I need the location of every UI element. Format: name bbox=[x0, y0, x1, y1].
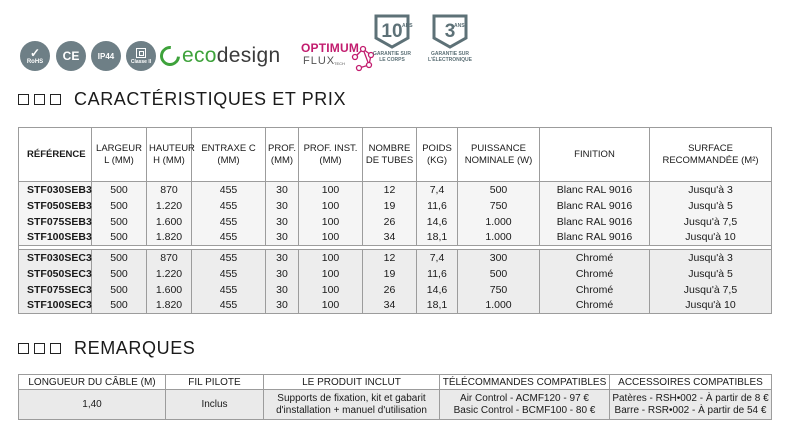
table-cell: 100 bbox=[299, 198, 363, 214]
table-cell: 30 bbox=[266, 250, 299, 266]
table-cell: 455 bbox=[192, 214, 266, 230]
white-finish-group bbox=[19, 182, 772, 246]
table-cell: 100 bbox=[299, 214, 363, 230]
class-ii-label: Classe II bbox=[130, 58, 152, 65]
accessory-line: Barre - RSR•002 - À partir de 54 € bbox=[614, 404, 767, 416]
table-cell: 455 bbox=[192, 230, 266, 246]
table-cell: 100 bbox=[299, 266, 363, 282]
table-cell: Chromé bbox=[540, 298, 650, 314]
table-row bbox=[19, 282, 772, 298]
table-cell: 500 bbox=[92, 250, 147, 266]
table-cell: 30 bbox=[266, 282, 299, 298]
table-cell: Jusqu'à 5 bbox=[650, 198, 772, 214]
table-cell: 26 bbox=[363, 282, 417, 298]
checkbox-icons bbox=[18, 94, 66, 105]
table-cell: 500 bbox=[92, 266, 147, 282]
table-cell: 1.820 bbox=[147, 230, 192, 246]
table-header-row bbox=[19, 128, 772, 182]
table-cell: 18,1 bbox=[417, 298, 458, 314]
optimum-title: OPTIMUM bbox=[301, 41, 360, 55]
table-cell: 500 bbox=[92, 182, 147, 198]
leaf-icon bbox=[156, 42, 184, 70]
table-cell: Chromé bbox=[540, 266, 650, 282]
table-cell: 1.000 bbox=[458, 230, 540, 246]
table-cell: 12 bbox=[363, 250, 417, 266]
remote-line: Air Control - ACMF120 - 97 € bbox=[460, 392, 589, 404]
table-cell: Blanc RAL 9016 bbox=[540, 198, 650, 214]
remarks-title-text: REMARQUES bbox=[74, 338, 196, 358]
table-cell: 34 bbox=[363, 298, 417, 314]
remote-line: Basic Control - BCMF100 - 80 € bbox=[453, 404, 596, 416]
table-cell: 870 bbox=[147, 182, 192, 198]
table-cell: 1.820 bbox=[147, 298, 192, 314]
header-cell: PUISSANCE NOMINALE (W) bbox=[458, 128, 540, 182]
table-cell: Jusqu'à 3 bbox=[650, 182, 772, 198]
included-line: Supports de fixation, kit et gabarit bbox=[277, 392, 426, 404]
table-cell: 19 bbox=[363, 198, 417, 214]
warranty-body-badge bbox=[366, 12, 418, 72]
table-cell: 1.600 bbox=[147, 214, 192, 230]
cable-length-cell: 1,40 bbox=[19, 390, 166, 420]
table-cell: 11,6 bbox=[417, 266, 458, 282]
table-cell: Jusqu'à 10 bbox=[650, 298, 772, 314]
eco-suffix: design bbox=[216, 44, 281, 67]
header-cell: ENTRAXE C (MM) bbox=[192, 128, 266, 182]
characteristics-title bbox=[18, 89, 346, 110]
header-cell: LE PRODUIT INCLUT bbox=[264, 375, 440, 390]
ce-badge bbox=[56, 41, 86, 71]
warranty-body-unit: ANS bbox=[402, 23, 413, 29]
rohs-label: RoHS bbox=[26, 58, 44, 65]
table-row bbox=[19, 214, 772, 230]
table-cell: 11,6 bbox=[417, 198, 458, 214]
table-cell: Jusqu'à 7,5 bbox=[650, 282, 772, 298]
table-cell: Jusqu'à 5 bbox=[650, 266, 772, 282]
table-cell: 34 bbox=[363, 230, 417, 246]
table-cell: 30 bbox=[266, 182, 299, 198]
included-items-cell bbox=[264, 390, 440, 420]
header-cell: ACCESSOIRES COMPATIBLES bbox=[610, 375, 772, 390]
table-cell: 455 bbox=[192, 198, 266, 214]
check-icon: ✓ bbox=[29, 45, 41, 60]
header-cell: SURFACE RECOMMANDÉE (M²) bbox=[650, 128, 772, 182]
reference-cell: STF030SEB3 bbox=[19, 182, 92, 198]
header-cell: PROF. (MM) bbox=[266, 128, 299, 182]
header-cell: HAUTEUR H (MM) bbox=[147, 128, 192, 182]
header-cell: FINITION bbox=[540, 128, 650, 182]
table-cell: 14,6 bbox=[417, 282, 458, 298]
table-cell: 30 bbox=[266, 298, 299, 314]
double-square-icon bbox=[136, 48, 146, 58]
table-cell: 1.000 bbox=[458, 214, 540, 230]
table-cell: 870 bbox=[147, 250, 192, 266]
warranty-body-number: 10 bbox=[381, 21, 403, 42]
table-cell: 500 bbox=[458, 266, 540, 282]
warranty-elec-number: 3 bbox=[444, 21, 456, 42]
eco-prefix: eco bbox=[182, 44, 217, 67]
table-cell: 500 bbox=[92, 214, 147, 230]
table-cell: 750 bbox=[458, 198, 540, 214]
optimum-sub: FLUX bbox=[303, 55, 336, 67]
remarks-title bbox=[18, 338, 195, 359]
table-cell: Blanc RAL 9016 bbox=[540, 214, 650, 230]
header-cell: RÉFÉRENCE bbox=[19, 128, 92, 182]
warranty-elec-unit: ANS bbox=[454, 23, 465, 29]
table-row bbox=[19, 182, 772, 198]
remarks-header-row bbox=[19, 375, 772, 390]
table-cell: 30 bbox=[266, 266, 299, 282]
ce-label: CE bbox=[62, 49, 80, 63]
remarks-row bbox=[19, 390, 772, 420]
table-cell: 1.220 bbox=[147, 266, 192, 282]
table-cell: 300 bbox=[458, 250, 540, 266]
table-cell: 30 bbox=[266, 198, 299, 214]
table-cell: 500 bbox=[92, 198, 147, 214]
reference-cell: STF075SEB3 bbox=[19, 214, 92, 230]
table-cell: Blanc RAL 9016 bbox=[540, 230, 650, 246]
table-cell: 500 bbox=[92, 282, 147, 298]
accessories-cell bbox=[610, 390, 772, 420]
pilot-wire-cell: Inclus bbox=[166, 390, 264, 420]
remarks-table bbox=[18, 374, 772, 420]
table-cell: 100 bbox=[299, 298, 363, 314]
table-cell: 30 bbox=[266, 230, 299, 246]
table-cell: Jusqu'à 10 bbox=[650, 230, 772, 246]
table-cell: 12 bbox=[363, 182, 417, 198]
table-cell: 100 bbox=[299, 250, 363, 266]
warranty-electronics-badge bbox=[424, 12, 476, 72]
table-cell: 14,6 bbox=[417, 214, 458, 230]
table-row bbox=[19, 230, 772, 246]
table-cell: Jusqu'à 3 bbox=[650, 250, 772, 266]
table-cell: Chromé bbox=[540, 250, 650, 266]
accessory-line: Patères - RSH•002 - À partir de 8 € bbox=[612, 392, 769, 404]
table-cell: 1.220 bbox=[147, 198, 192, 214]
warranty-elec-text-2: L'ÉLECTRONIQUE bbox=[428, 57, 472, 63]
reference-cell: STF100SEC3 bbox=[19, 298, 92, 314]
reference-cell: STF050SEC3 bbox=[19, 266, 92, 282]
specifications-table bbox=[18, 127, 772, 314]
included-line: d'installation + manuel d'utilisation bbox=[276, 404, 427, 416]
header-cell: LONGUEUR DU CÂBLE (M) bbox=[19, 375, 166, 390]
warranty-elec-text-1: GARANTIE SUR bbox=[430, 51, 470, 57]
reference-cell: STF075SEC3 bbox=[19, 282, 92, 298]
table-cell: 1.600 bbox=[147, 282, 192, 298]
ip44-badge bbox=[91, 41, 121, 71]
table-cell: 1.000 bbox=[458, 298, 540, 314]
table-cell: 19 bbox=[363, 266, 417, 282]
table-cell: 455 bbox=[192, 282, 266, 298]
table-row bbox=[19, 198, 772, 214]
table-cell: 500 bbox=[92, 298, 147, 314]
table-cell: 30 bbox=[266, 214, 299, 230]
table-cell: 455 bbox=[192, 266, 266, 282]
table-row bbox=[19, 266, 772, 282]
table-cell: Blanc RAL 9016 bbox=[540, 182, 650, 198]
table-row bbox=[19, 250, 772, 266]
characteristics-title-text: CARACTÉRISTIQUES ET PRIX bbox=[74, 89, 347, 109]
chrome-finish-group bbox=[19, 250, 772, 314]
certification-logos bbox=[18, 12, 498, 74]
table-cell: Jusqu'à 7,5 bbox=[650, 214, 772, 230]
table-cell: 18,1 bbox=[417, 230, 458, 246]
reference-cell: STF100SEB3 bbox=[19, 230, 92, 246]
header-cell: POIDS (KG) bbox=[417, 128, 458, 182]
table-row bbox=[19, 298, 772, 314]
table-cell: 7,4 bbox=[417, 182, 458, 198]
reference-cell: STF030SEC3 bbox=[19, 250, 92, 266]
optimum-tech: TECH bbox=[334, 61, 345, 66]
warranty-body-text-2: LE CORPS bbox=[379, 57, 405, 63]
header-cell: FIL PILOTE bbox=[166, 375, 264, 390]
table-cell: 100 bbox=[299, 230, 363, 246]
header-cell: TÉLÉCOMMANDES COMPATIBLES bbox=[440, 375, 610, 390]
table-cell: 455 bbox=[192, 298, 266, 314]
warranty-body-text-1: GARANTIE SUR bbox=[372, 51, 412, 57]
table-cell: 500 bbox=[92, 230, 147, 246]
header-cell: PROF. INST. (MM) bbox=[299, 128, 363, 182]
table-cell: 455 bbox=[192, 182, 266, 198]
table-cell: 26 bbox=[363, 214, 417, 230]
reference-cell: STF050SEB3 bbox=[19, 198, 92, 214]
class-ii-badge bbox=[126, 41, 156, 71]
header-cell: LARGEUR L (MM) bbox=[92, 128, 147, 182]
table-cell: 100 bbox=[299, 282, 363, 298]
table-cell: 455 bbox=[192, 250, 266, 266]
checkbox-icons bbox=[18, 343, 66, 354]
table-cell: Chromé bbox=[540, 282, 650, 298]
ip44-label: IP44 bbox=[97, 51, 115, 61]
table-cell: 7,4 bbox=[417, 250, 458, 266]
remotes-cell bbox=[440, 390, 610, 420]
rohs-badge bbox=[20, 41, 50, 71]
header-cell: NOMBRE DE TUBES bbox=[363, 128, 417, 182]
table-cell: 100 bbox=[299, 182, 363, 198]
table-cell: 500 bbox=[458, 182, 540, 198]
table-cell: 750 bbox=[458, 282, 540, 298]
ecodesign-logo bbox=[160, 42, 280, 70]
